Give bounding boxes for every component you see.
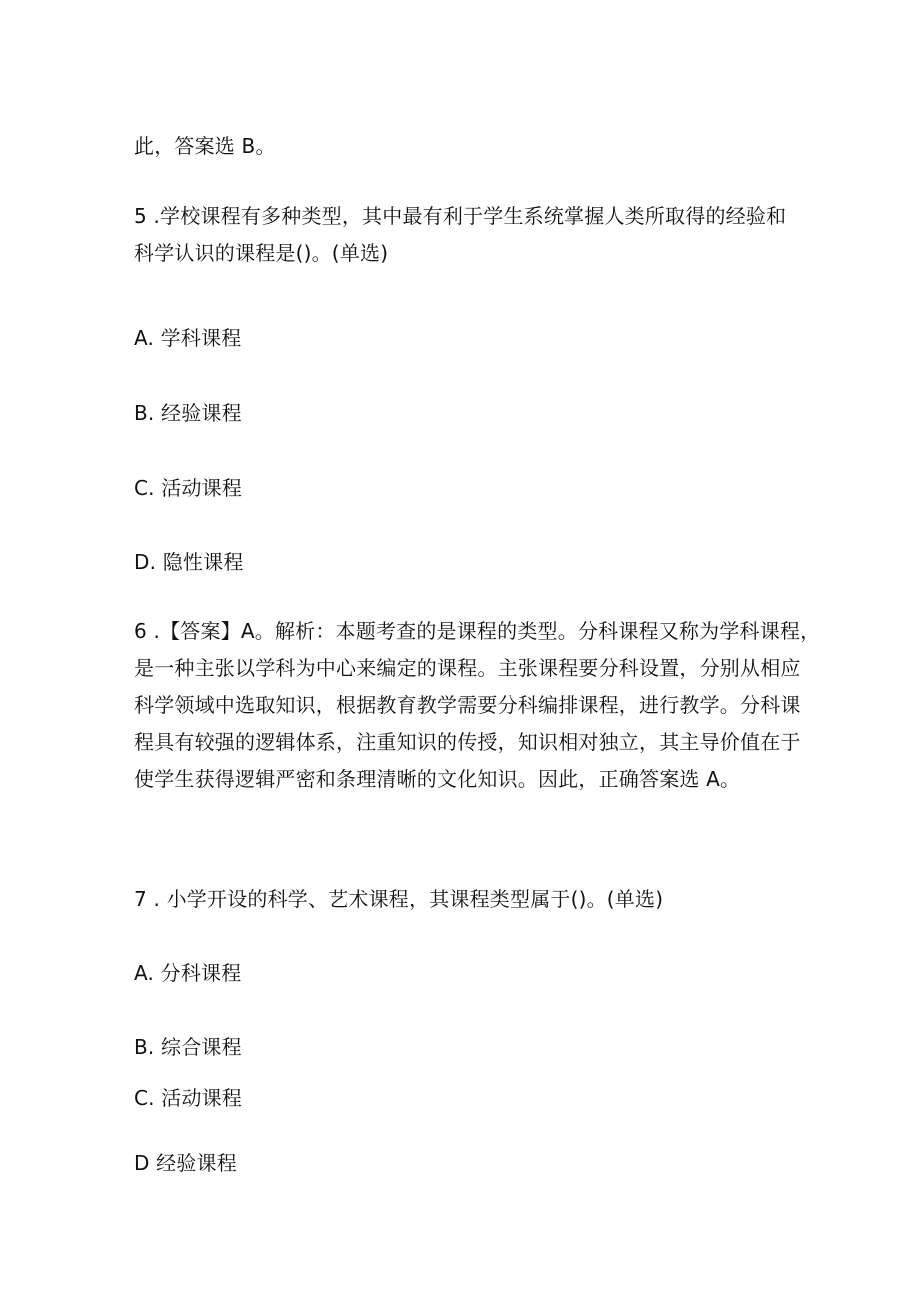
question-5-stem-line: 5 .学校课程有多种类型，其中最有利于学生系统掌握人类所取得的经验和 xyxy=(134,204,787,228)
question-7-option-a: A. 分科课程 xyxy=(134,961,242,985)
question-7-stem: 7 . 小学开设的科学、艺术课程，其课程类型属于()。(单选) xyxy=(134,887,664,911)
question-7-option-c: C. 活动课程 xyxy=(134,1086,243,1110)
question-5-stem-line: 科学认识的课程是()。(单选) xyxy=(134,241,389,265)
question-5-option-c: C. 活动课程 xyxy=(134,476,243,500)
question-6-answer-line: 程具有较强的逻辑体系，注重知识的传授，知识相对独立，其主导价值在于 xyxy=(134,730,801,754)
intro-line: 此，答案选 B。 xyxy=(134,134,276,158)
question-5-option-d: D. 隐性课程 xyxy=(134,550,244,574)
question-5-stem xyxy=(134,198,794,272)
question-5-option-a: A. 学科课程 xyxy=(134,326,242,350)
question-5-option-b: B. 经验课程 xyxy=(134,401,242,425)
question-7-option-d: D 经验课程 xyxy=(134,1151,237,1175)
question-7-option-b: B. 综合课程 xyxy=(134,1035,242,1059)
question-6-answer-line: 6 .【答案】A。解析：本题考查的是课程的类型。分科课程又称为学科课程， xyxy=(134,619,821,643)
question-6-answer-line: 使学生获得逻辑严密和条理清晰的文化知识。因此，正确答案选 A。 xyxy=(134,767,741,791)
question-6-answer-line: 是一种主张以学科为中心来编定的课程。主张课程要分科设置，分别从相应 xyxy=(134,656,801,680)
question-6-answer-line: 科学领域中选取知识，根据教育教学需要分科编排课程，进行教学。分科课 xyxy=(134,693,801,717)
question-6-answer xyxy=(134,613,821,798)
